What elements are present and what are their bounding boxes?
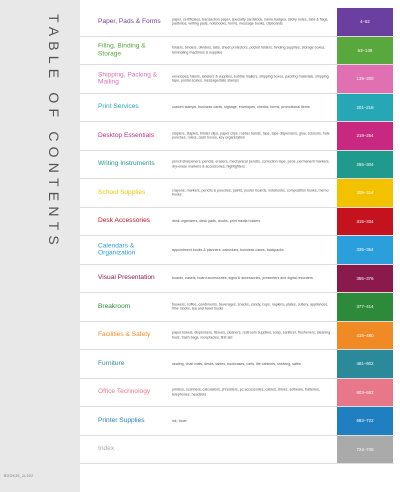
category-description: appointment books & planners, calendars, business cases, backpacks — [172, 247, 284, 252]
toc-row[interactable] — [80, 37, 394, 66]
category-description: seating, chair mats, desks, tables, bookcases, carts, file cabinets, shelving, safes — [172, 361, 301, 366]
toc-row[interactable] — [80, 265, 394, 294]
category-description: custom stamps, business cards, signage, envelopes, checks, forms, promotional items — [172, 105, 310, 110]
category-name[interactable]: Visual Presentation — [98, 274, 155, 282]
toc-row[interactable] — [80, 208, 394, 237]
toc-row[interactable] — [80, 379, 394, 408]
category-description: crayons, markers, pencils & pouches, paints, poster boards, notebooks, composition books, memo books — [172, 188, 329, 197]
page-range-tab[interactable]: 219–254 — [337, 122, 393, 150]
category-name[interactable]: Desk Accessories — [98, 217, 151, 225]
category-description: boards, easels, board accessories, signs & accessories, presenters and digital recorders — [172, 276, 313, 281]
category-description: ink, toner — [172, 418, 187, 423]
toc-row[interactable] — [80, 236, 394, 265]
toc-row[interactable] — [80, 179, 394, 208]
category-description: printers, scanners, calculators, shredders, pc accessories, cables, drives, software, batteries, telephones, headsets — [172, 387, 320, 397]
category-name[interactable]: Desktop Essentials — [98, 131, 155, 139]
toc-list — [80, 8, 394, 464]
page-range-tab[interactable]: 315–334 — [337, 208, 393, 236]
category-name[interactable]: Writing Instruments — [98, 160, 155, 168]
footnote: BOOK26_1L302 — [4, 474, 34, 478]
page-range-tab[interactable]: 724–745 — [337, 436, 393, 464]
page-range-tab[interactable]: 305–314 — [337, 179, 393, 207]
page-range-tab[interactable]: 139–200 — [337, 65, 393, 93]
category-description: folders, binders, dividers, tabs, sheet protectors, pocket folders, binding supplies, storage boxes, laminating machines & supplies — [172, 45, 326, 55]
category-name[interactable]: Filing, Binding & Storage — [98, 42, 146, 58]
page-range-tab[interactable]: 683–722 — [337, 407, 393, 435]
category-name[interactable]: Breakroom — [98, 302, 131, 310]
toc-row[interactable] — [80, 407, 394, 436]
page-range-tab[interactable]: 481–602 — [337, 350, 393, 378]
category-description: paper towels, dispensers, tissues, cleaners, restroom supplies, soap, sanitizer, fresheners, cleaning tools, trash bags, receptacles, first aid — [172, 330, 331, 340]
category-name[interactable]: Printer Supplies — [98, 416, 145, 424]
category-description: pencil sharpeners, pencils, erasers, mechanical pencils, correction tape, pens, permanent markers, dry-erase markers & accessories, highlighters — [172, 159, 330, 169]
category-name[interactable]: Shipping, Packing & Mailing — [98, 71, 158, 86]
toc-row[interactable] — [80, 293, 394, 322]
category-description: brewers, coffee, condiments, beverages, snacks, candy, cups, napkins, plates, cutlery, appliances, time clocks, tea and hand trucks — [172, 302, 329, 311]
page-range-tab[interactable]: 355–376 — [337, 265, 393, 293]
toc-row[interactable] — [80, 122, 394, 151]
sidebar — [0, 0, 80, 492]
category-name[interactable]: Index — [98, 445, 115, 453]
category-description: paper, certificates, transaction paper, specialty cardstock, name badges, sticky notes, tabs & flags, padfolios, writing pads, notebooks, forms, message books, clipboards — [172, 17, 329, 26]
category-name[interactable]: Calendars & Organization — [98, 242, 136, 257]
category-name[interactable]: Facilities & Safety — [98, 331, 151, 339]
page-range-tab[interactable]: 335–354 — [337, 236, 393, 264]
page-title: TABLE OF CONTENTS — [46, 14, 62, 250]
category-description: staplers, staples, binder clips, paper clips, rubber bands, tape, tape dispensers, glue, scissors, hole punches, rulers, cash boxes, key organization — [172, 131, 330, 140]
category-description: desk organizers, desk pads, clocks, print media holders — [172, 219, 261, 224]
toc-row[interactable] — [80, 65, 394, 94]
category-name[interactable]: Print Services — [98, 103, 139, 111]
page-range-tab[interactable]: 201–218 — [337, 94, 393, 122]
page-range-tab[interactable]: 63–138 — [337, 37, 393, 65]
page-range-tab[interactable]: 255–304 — [337, 151, 393, 179]
toc-row[interactable] — [80, 436, 394, 465]
category-name[interactable]: Paper, Pads & Forms — [98, 17, 161, 25]
category-name[interactable]: Furniture — [98, 359, 125, 367]
page-range-tab[interactable]: 603–682 — [337, 379, 393, 407]
page-range-tab[interactable]: 377–414 — [337, 293, 393, 321]
toc-row[interactable] — [80, 151, 394, 180]
page-range-tab[interactable]: 4–62 — [337, 8, 393, 36]
toc-row[interactable] — [80, 94, 394, 123]
category-description: envelopes, labels, labelers & supplies, bubble mailers, shipping boxes, packing materials, shipping tape, postal scales, message/date stamps — [172, 74, 329, 83]
page-range-tab[interactable]: 415–480 — [337, 322, 393, 350]
category-name[interactable]: School Supplies — [98, 188, 146, 196]
toc-row[interactable] — [80, 322, 394, 351]
toc-row[interactable] — [80, 8, 394, 37]
toc-row[interactable] — [80, 350, 394, 379]
category-name[interactable]: Office Technology — [98, 388, 151, 396]
